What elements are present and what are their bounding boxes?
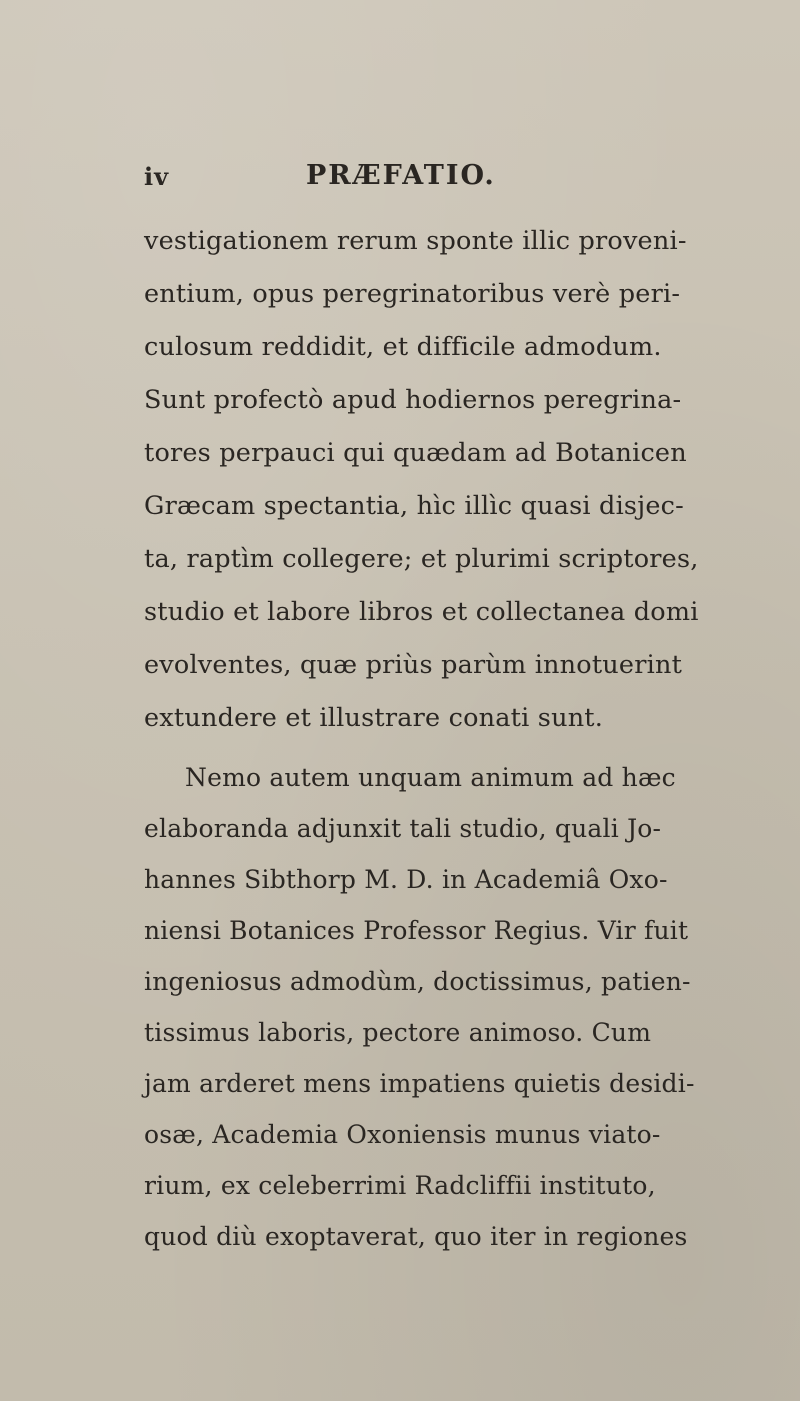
text-line: studio et labore libros et collectanea domi (144, 597, 699, 627)
running-head (144, 160, 764, 200)
text-line: ta, raptìm collegere; et plurimi scriptores, (144, 544, 699, 574)
page-number: iv (144, 162, 170, 191)
text-line: niensi Botanices Professor Regius. Vir fuit (144, 916, 689, 945)
text-line: Græcam spectantia, hìc illìc quasi disjec- (144, 491, 684, 521)
text-line: tissimus laboris, pectore animoso. Cum (144, 1018, 652, 1047)
text-line: rium, ex celeberrimi Radcliffii instituto, (144, 1171, 656, 1200)
paragraph-2 (144, 752, 768, 1262)
text-line: jam arderet mens impatiens quietis desidi- (144, 1069, 695, 1098)
text-line: quod diù exoptaverat, quo iter in regiones (144, 1222, 688, 1251)
text-line: tores perpauci qui quædam ad Botanicen (144, 438, 687, 468)
text-line: entium, opus peregrinatoribus verè peri- (144, 279, 681, 309)
text-line: Nemo autem unquam animum ad hæc (185, 763, 676, 792)
text-line: ingeniosus admodùm, doctissimus, patien- (144, 967, 691, 996)
text-line: culosum reddidit, et difficile admodum. (144, 332, 662, 362)
paragraph-1 (144, 215, 768, 745)
text-line: osæ, Academia Oxoniensis munus viato- (144, 1120, 661, 1149)
text-line: hannes Sibthorp M. D. in Academiâ Oxo- (144, 865, 668, 894)
text-line: elaboranda adjunxit tali studio, quali Jo- (144, 814, 662, 843)
text-line: vestigationem rerum sponte illic proveni- (144, 226, 687, 256)
text-line: Sunt profectò apud hodiernos peregrina- (144, 385, 682, 415)
text-line: evolventes, quæ priùs parùm innotuerint (144, 650, 683, 680)
text-line: extundere et illustrare conati sunt. (144, 703, 604, 733)
section-title: PRÆFATIO. (306, 160, 496, 191)
